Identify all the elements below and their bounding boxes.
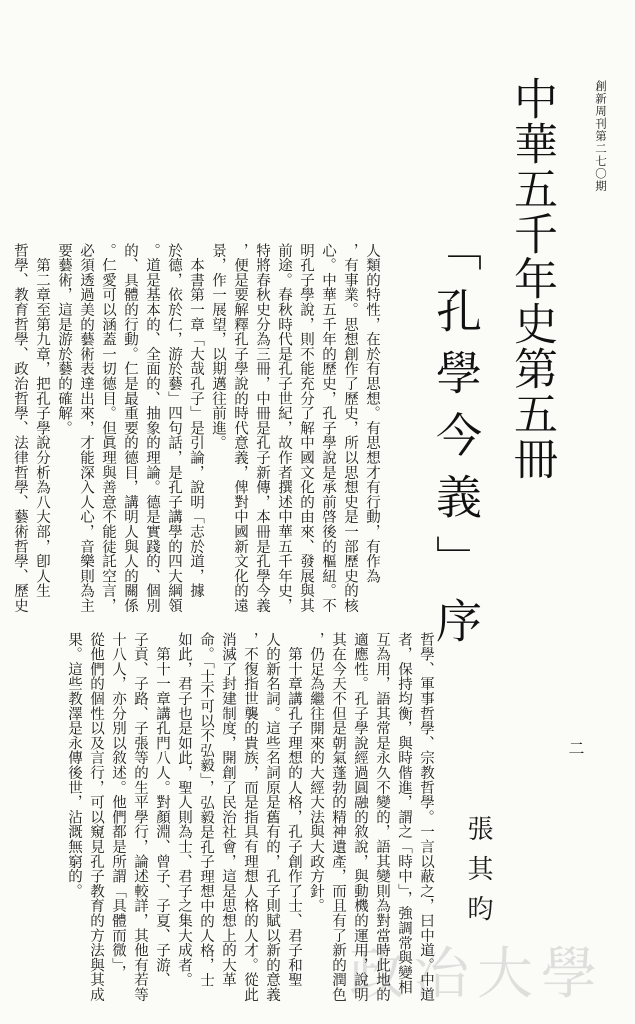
text-column: 前途。春秋時代是孔子世紀，故作者撰述中華五千年史， — [276, 243, 292, 613]
book-title: 中華五千年史第五冊 — [506, 76, 557, 481]
text-column: 者，保持均衡，與時偕進，謂之「時中」，強調常與變相 — [396, 632, 412, 995]
text-column: 必須透過美的藝術表達出來，才能深入人心，音樂則為主 — [78, 243, 94, 613]
text-column: 其在今天不但是朝氣蓬勃的精神遺產，而且有了新的潤色 — [330, 632, 346, 1002]
text-column: 果。這些教澤是永傳後世，沾溉無窮的。 — [66, 632, 82, 899]
text-column: 從他們的個性以及言行，可以窺見孔子教育的方法與其成 — [88, 632, 104, 1002]
text-column: 景，作一展望，以期邁往前進。 — [210, 243, 226, 451]
text-column: 本書第一章「大哉孔子」是引論，說明「志於道，據 — [188, 243, 204, 599]
upper-text-block — [9, 243, 383, 628]
text-column: 明孔子學說，則不能充分了解中國文化的由來、發展與其 — [298, 243, 314, 613]
text-column: 人類的特性，在於有思想。有思想才有行動，有作為 — [364, 243, 380, 584]
text-column: 的、具體的行動。仁是最重要的德目，講明人與人的關係 — [122, 243, 138, 613]
text-column: 於德，依於仁，游於藝」四句話，是孔子講學的四大綱領 — [166, 243, 182, 613]
author-name: 張其昀 — [463, 815, 493, 935]
text-column: 如此，君子也是如此，聖人則為士、君子之集大成者。 — [176, 632, 192, 988]
text-column: 子貢、子路、子張等的生平學行，論述較詳，其他有若等 — [132, 632, 148, 1002]
text-column: 哲學、教育哲學、政治哲學、法律哲學、藝術哲學、歷史 — [12, 243, 28, 613]
page-number: 二 — [566, 740, 585, 756]
text-column: 十八人，亦分別以敘述。他們都是所謂「具體而微」， — [110, 632, 126, 980]
text-column: ，不復指世襲的貴族，而是指具有理想人格的人才。從此 — [242, 632, 258, 1002]
lower-text-block — [63, 632, 437, 1012]
text-column: 特將春秋史分為三冊，中冊是孔子新傳，本冊是孔學今義 — [254, 243, 270, 613]
text-column: ，便是要解釋孔子學說的時代意義，俾對中國新文化的遠 — [232, 243, 248, 613]
watermark: 政治大學 — [349, 942, 605, 1007]
text-column: 第十一章講孔門八人。對顏淵、曾子、子夏、子游、 — [154, 632, 170, 988]
text-column: ，仍足為繼往開來的大經大法與大政方針。 — [308, 632, 324, 914]
text-column: 第十章講孔子理想的人格，孔子創作了士、君子和聖 — [286, 632, 302, 988]
text-column: ，有事業。思想創作了歷史，所以思想史是一部歷史的核 — [342, 243, 358, 613]
preface-title: 「孔學今義」序 — [429, 225, 483, 659]
text-column: 心。中華五千年的歷史，孔子學說是承前啓後的樞紐。不 — [320, 243, 336, 613]
text-column: 。仁愛可以涵蓋一切德目。但眞理與善意不能徒託空言， — [100, 243, 116, 613]
text-column: 第二章至第九章，把孔子學說分析為八大部，卽人生 — [34, 243, 50, 599]
text-column: 哲學、軍事哲學、宗教哲學。一言以蔽之，曰中道。中道 — [418, 632, 434, 1002]
text-column: 互為用，語其常是永久不變的，語其變則為對當時此地的 — [374, 632, 390, 1002]
text-column: 人的新名詞。這些名詞原是舊有的，孔子則賦以新的意義 — [264, 632, 280, 1002]
text-column: 適應性。孔子學說經過圓融的敘說，與動機的運用，說明 — [352, 632, 368, 1002]
text-column: 消滅了封建制度，開創了民治社會，這是思想上的大革 — [220, 632, 236, 988]
text-column: 要藝術，這是游於藝的確解。 — [56, 243, 72, 436]
journal-header: 創新周刊第二七〇期 — [594, 80, 608, 193]
text-column: 命。「士不可以不弘毅」，弘毅是孔子理想中的人格，士 — [198, 632, 214, 988]
text-column: 。道是基本的、全面的、抽象的理論。德是實踐的、個別 — [144, 243, 160, 613]
